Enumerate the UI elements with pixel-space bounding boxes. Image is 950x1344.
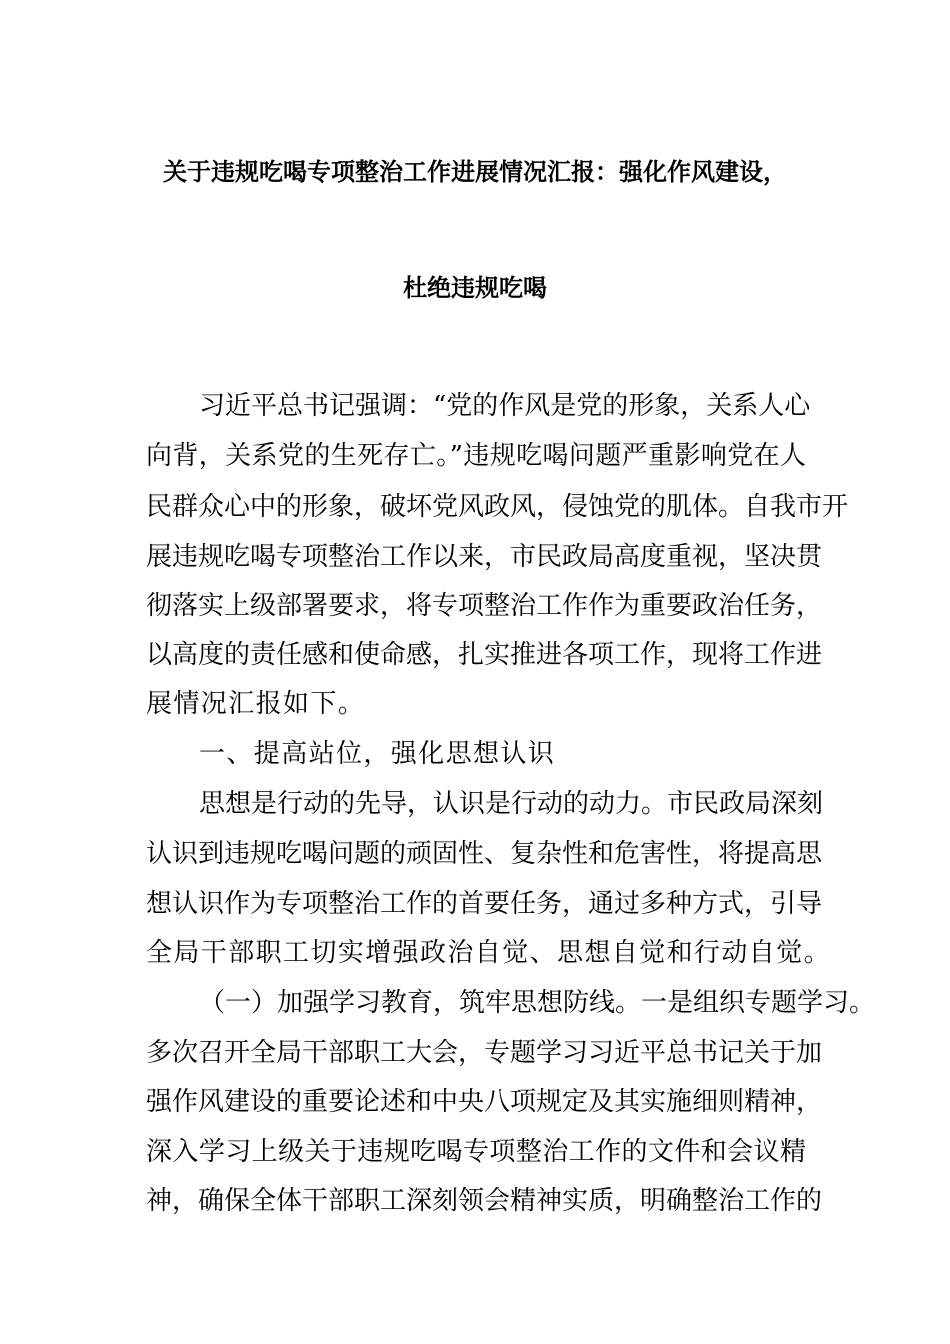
paragraph-line: 想认识作为专项整治工作的首要任务，通过多种方式，引导 [146, 889, 823, 919]
paragraph-line: 神，确保全体干部职工深刻领会精神实质，明确整治工作的 [146, 1186, 823, 1216]
paragraph-line: 思想是行动的先导，认识是行动的动力。市民政局深刻 [199, 789, 824, 819]
document-title-line-2: 杜绝违规吃喝 [403, 273, 547, 302]
paragraph-line: 民群众心中的形象，破坏党风政风，侵蚀党的肌体。自我市开 [146, 492, 849, 522]
paragraph-line: （一）加强学习教育，筑牢思想防线。一是组织专题学习。 [199, 988, 876, 1018]
paragraph-line: 多次召开全局干部职工大会，专题学习习近平总书记关于加 [146, 1038, 823, 1068]
paragraph-line: 强作风建设的重要论述和中央八项规定及其实施细则精神， [146, 1087, 823, 1117]
section-heading: 一、提高站位，强化思想认识 [199, 739, 556, 769]
paragraph-line: 全局干部职工切实增强政治自觉、思想自觉和行动自觉。 [146, 938, 832, 968]
paragraph-line: 以高度的责任感和使命感，扎实推进各项工作，现将工作进 [146, 640, 823, 670]
paragraph-line: 认识到违规吃喝问题的顽固性、复杂性和危害性，将提高思 [146, 839, 823, 869]
document-title-line-1: 关于违规吃喝专项整治工作进展情况汇报：强化作风建设， [163, 157, 787, 186]
paragraph-line: 习近平总书记强调：“党的作风是党的形象，关系人心 [199, 391, 811, 421]
paragraph-line: 展情况汇报如下。 [146, 689, 366, 719]
paragraph-line: 深入学习上级关于违规吃喝专项整治工作的文件和会议精 [146, 1137, 806, 1167]
paragraph-line: 彻落实上级部署要求，将专项整治工作作为重要政治任务， [146, 591, 823, 621]
paragraph-line: 展违规吃喝专项整治工作以来，市民政局高度重视，坚决贯 [146, 542, 823, 572]
paragraph-line: 向背，关系党的生死存亡。”违规吃喝问题严重影响党在人 [146, 441, 806, 471]
